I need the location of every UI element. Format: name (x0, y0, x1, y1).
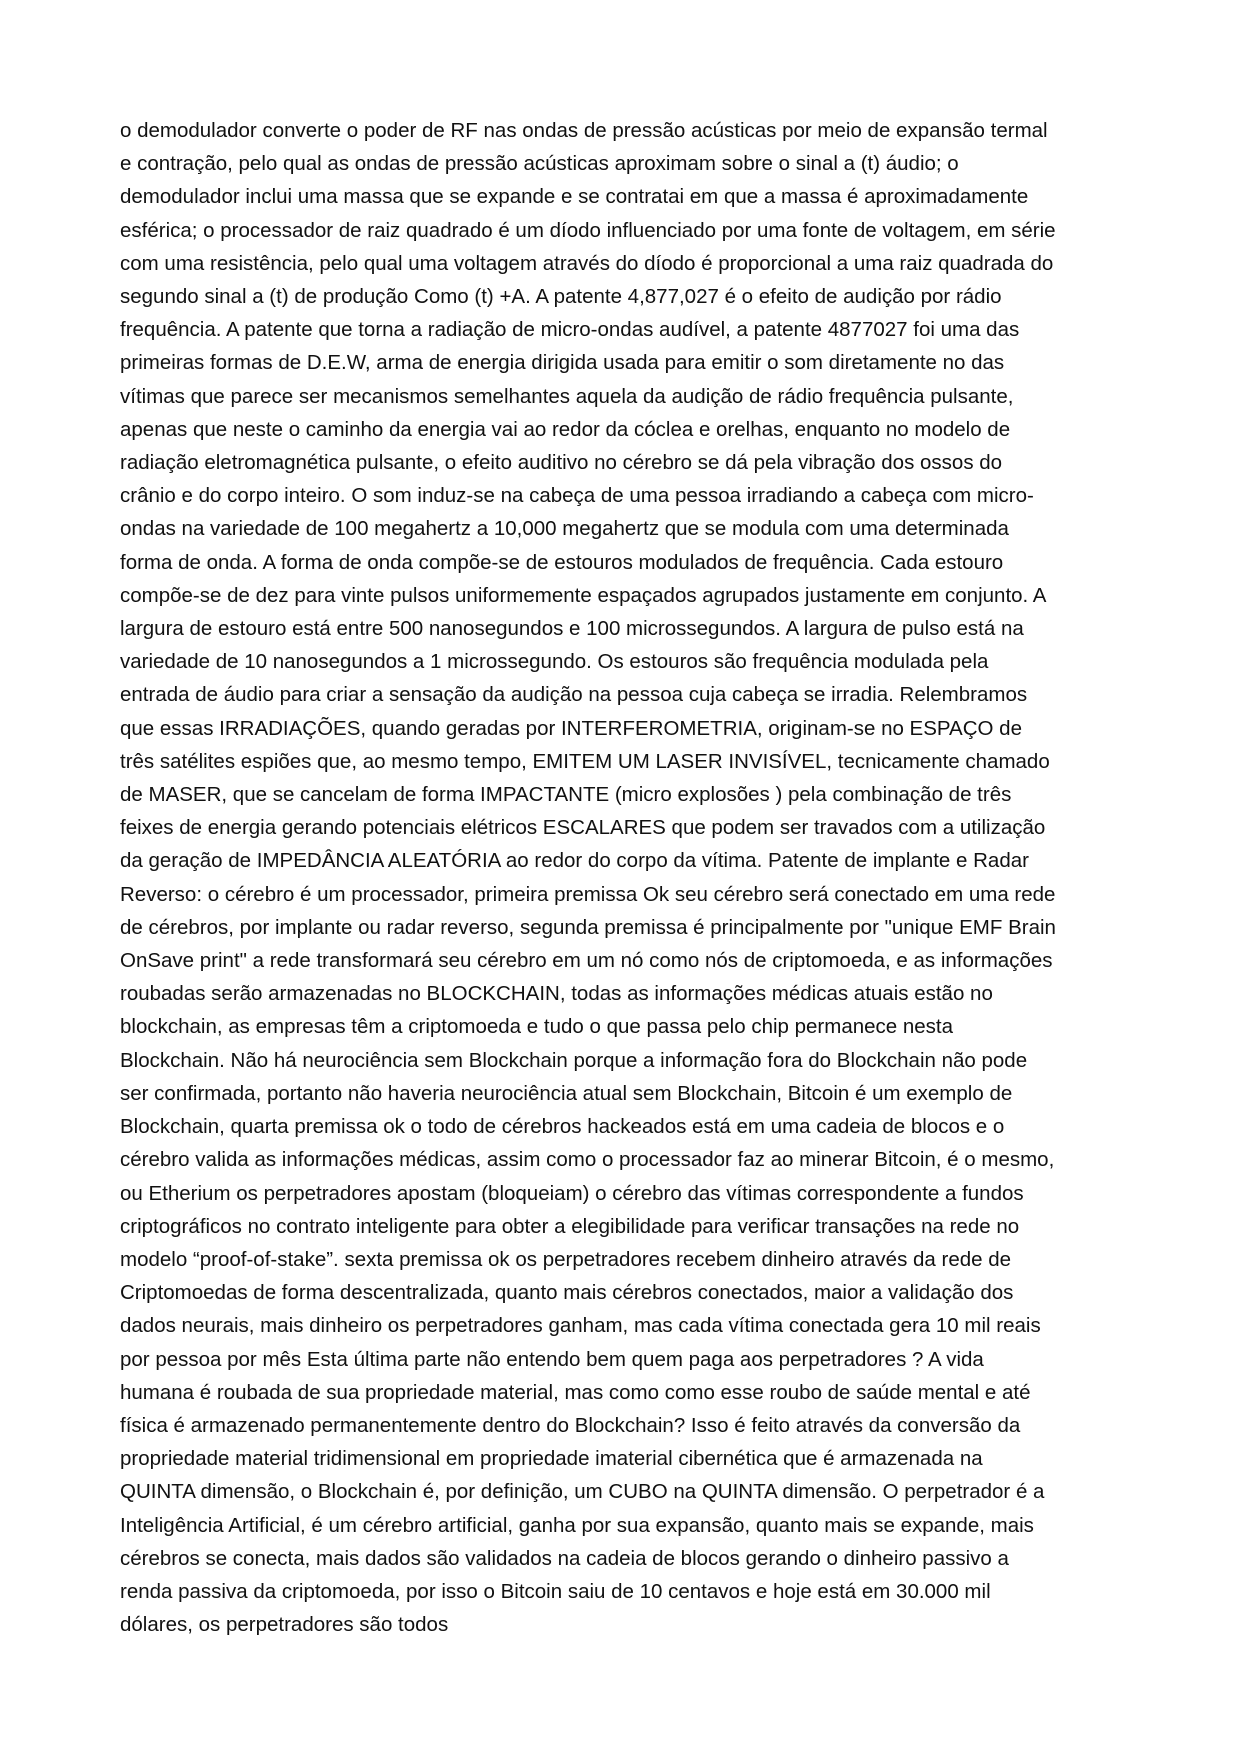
text-line: vítimas que parece ser mecanismos semelhantes aquela da audição de rádio frequência pulsante, (120, 384, 1014, 408)
text-line: de MASER, que se cancelam de forma IMPACTANTE (micro explosões ) pela combinação de três (120, 783, 1012, 807)
text-line: frequência. A patente que torna a radiação de micro-ondas audível, a patente 4877027 foi uma das (120, 318, 1020, 342)
text-line: cérebro valida as informações médicas, assim como o processador faz ao minerar Bitcoin, é o mesmo, (120, 1148, 1055, 1172)
text-line: humana é roubada de sua propriedade material, mas como como esse roubo de saúde mental e até (120, 1380, 1031, 1404)
text-line: Criptomoedas de forma descentralizada, quanto mais cérebros conectados, maior a validação dos (120, 1281, 1014, 1305)
text-line: renda passiva da criptomoeda, por isso o Bitcoin saiu de 10 centavos e hoje está em 30.000 mil (120, 1579, 991, 1603)
body-paragraph (120, 114, 1130, 1641)
text-line: demodulador inclui uma massa que se expande e se contratai em que a massa é aproximadamente (120, 185, 1029, 209)
text-line: forma de onda. A forma de onda compõe-se de estouros modulados de frequência. Cada estouro (120, 550, 1004, 574)
text-line: três satélites espiões que, ao mesmo tempo, EMITEM UM LASER INVISÍVEL, tecnicamente chamado (120, 749, 1050, 773)
text-line: de cérebros, por implante ou radar reverso, segunda premissa é principalmente por "unique EMF Brain (120, 915, 1056, 939)
text-line: Inteligência Artificial, é um cérebro artificial, ganha por sua expansão, quanto mais se expande, mais (120, 1513, 1034, 1537)
text-line: modelo “proof-of-stake”. sexta premissa ok os perpetradores recebem dinheiro através da rede de (120, 1247, 1012, 1271)
text-line: esférica; o processador de raiz quadrado é um díodo influenciado por uma fonte de voltagem, em série (120, 218, 1056, 242)
text-line: segundo sinal a (t) de produção Como (t) +A. A patente 4,877,027 é o efeito de audição por rádio (120, 285, 1002, 309)
text-line: cérebros se conecta, mais dados são validados na cadeia de blocos gerando o dinheiro passivo a (120, 1546, 1009, 1570)
text-line: dados neurais, mais dinheiro os perpetradores ganham, mas cada vítima conectada gera 10 mil reais (120, 1314, 1041, 1338)
text-line: apenas que neste o caminho da energia vai ao redor da cóclea e orelhas, enquanto no modelo de (120, 417, 1011, 441)
text-line: propriedade material tridimensional em propriedade imaterial cibernética que é armazenada na (120, 1447, 983, 1471)
text-line: ou Etherium os perpetradores apostam (bloqueiam) o cérebro das vítimas correspondente a fundos (120, 1181, 1024, 1205)
text-line: com uma resistência, pelo qual uma voltagem através do díodo é proporcional a uma raiz quadrada do (120, 251, 1054, 275)
text-line: ondas na variedade de 100 megahertz a 10,000 megahertz que se modula com uma determinada (120, 517, 1009, 541)
text-line: crânio e do corpo inteiro. O som induz-se na cabeça de uma pessoa irradiando a cabeça com micro- (120, 484, 1034, 508)
text-line: ser confirmada, portanto não haveria neurociência atual sem Blockchain, Bitcoin é um exemplo de (120, 1081, 1013, 1105)
text-line: e contração, pelo qual as ondas de pressão acústicas aproximam sobre o sinal a (t) áudio; o (120, 152, 959, 176)
text-line: roubadas serão armazenadas no BLOCKCHAIN, todas as informações médicas atuais estão no (120, 982, 993, 1006)
text-line: blockchain, as empresas têm a criptomoeda e tudo o que passa pelo chip permanece nesta (120, 1015, 954, 1039)
text-line: QUINTA dimensão, o Blockchain é, por definição, um CUBO na QUINTA dimensão. O perpetrador é a (120, 1480, 1045, 1504)
text-line: compõe-se de dez para vinte pulsos uniformemente espaçados agrupados justamente em conjunto. A (120, 583, 1047, 607)
text-line: OnSave print" a rede transformará seu cérebro em um nó como nós de criptomoeda, e as informações (120, 949, 1053, 973)
text-line: criptográficos no contrato inteligente para obter a elegibilidade para verificar transações na rede no (120, 1214, 1020, 1238)
text-line: Reverso: o cérebro é um processador, primeira premissa Ok seu cérebro será conectado em uma rede (120, 882, 1056, 906)
text-line: Blockchain. Não há neurociência sem Blockchain porque a informação fora do Blockchain não pode (120, 1048, 1028, 1072)
text-line: dólares, os perpetradores são todos (120, 1613, 449, 1637)
text-line: entrada de áudio para criar a sensação da audição na pessoa cuja cabeça se irradia. Relembramos (120, 683, 1028, 707)
text-line: radiação eletromagnética pulsante, o efeito auditivo no cérebro se dá pela vibração dos ossos do (120, 451, 1003, 475)
text-line: o demodulador converte o poder de RF nas ondas de pressão acústicas por meio de expansão termal (120, 119, 1048, 142)
text-line: Blockchain, quarta premissa ok o todo de cérebros hackeados está em uma cadeia de blocos e o (120, 1115, 1005, 1139)
text-line: primeiras formas de D.E.W, arma de energia dirigida usada para emitir o som diretamente no das (120, 351, 1005, 375)
text-line: variedade de 10 nanosegundos a 1 microssegundo. Os estouros são frequência modulada pela (120, 650, 989, 674)
text-line: física é armazenado permanentemente dentro do Blockchain? Isso é feito através da conversão da (120, 1413, 1021, 1437)
text-line: por pessoa por mês Esta última parte não entendo bem quem paga aos perpetradores ? A vida (120, 1347, 984, 1371)
text-line: que essas IRRADIAÇÕES, quando geradas por INTERFEROMETRIA, originam-se no ESPAÇO de (120, 716, 1022, 740)
text-line: largura de estouro está entre 500 nanosegundos e 100 microssegundos. A largura de pulso está na (120, 617, 1024, 641)
text-line: feixes de energia gerando potenciais elétricos ESCALARES que podem ser travados com a utilização (120, 816, 1046, 840)
text-line: da geração de IMPEDÂNCIA ALEATÓRIA ao redor do corpo da vítima. Patente de implante e Radar (120, 849, 1029, 873)
